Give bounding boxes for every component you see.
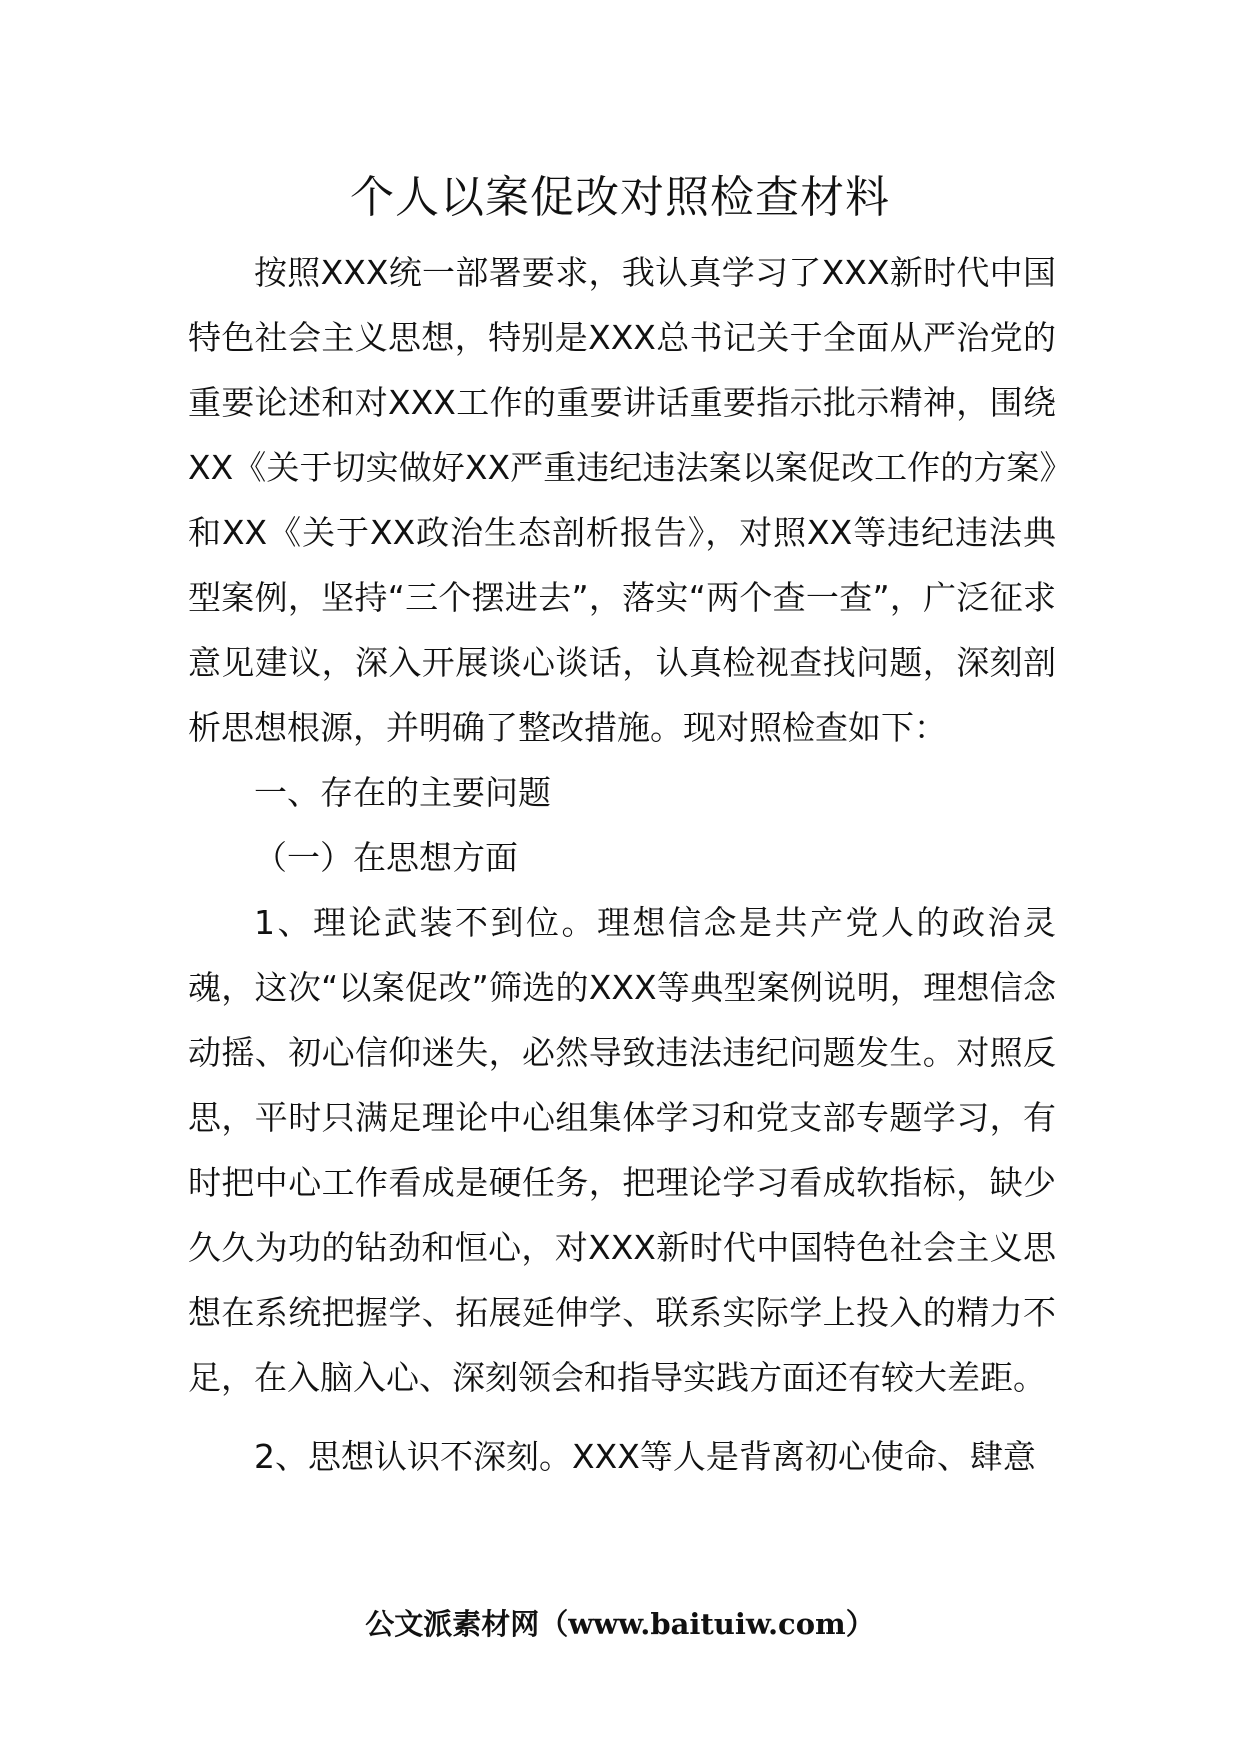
footer-watermark: 公文派素材网（www.baituiw.com）: [365, 1607, 875, 1641]
item-2-paragraph: 2、思想认识不深刻。XXX等人是背离初心使命、肆意: [254, 1437, 1036, 1476]
item-1-paragraph: 1、理论武装不到位。理想信念是共产党人的政治灵魂，这次“以案促改”筛选的XXX等典型案例说明，理想信念动摇、初心信仰迷失，必然导致违法违纪问题发生。对照反思，平时只满足理论中心组集体学习和党支部专题学习，有时把中心工作看成是硬任务，把理论学习看成软指标，缺少久久为功的钻劲和恒心，对XXX新时代中国特色社会主义思想在系统把握学、拓展延伸学、联系实际学上投入的精力不足，在入脑入心、深刻领会和指导实践方面还有较大差距。: [188, 903, 1056, 1397]
intro-paragraph: 按照XXX统一部署要求，我认真学习了XXX新时代中国特色社会主义思想，特别是XXX总书记关于全面从严治党的重要论述和对XXX工作的重要讲话重要指示批示精神，围绕XX《关于切实做好XX严重违纪违法案以案促改工作的方案》和XX《关于XX政治生态剖析报告》，对照XX等违纪违法典型案例，坚持“三个摆进去”，落实“两个查一查”，广泛征求意见建议，深入开展谈心谈话，认真检视查找问题，深刻剖析思想根源，并明确了整改措施。现对照检查如下：: [188, 253, 1056, 747]
document-title: 个人以案促改对照检查材料: [350, 172, 890, 223]
document-body: [188, 240, 1056, 1489]
subsection-heading: （一）在思想方面: [254, 838, 518, 877]
section-heading: 一、存在的主要问题: [254, 773, 551, 812]
